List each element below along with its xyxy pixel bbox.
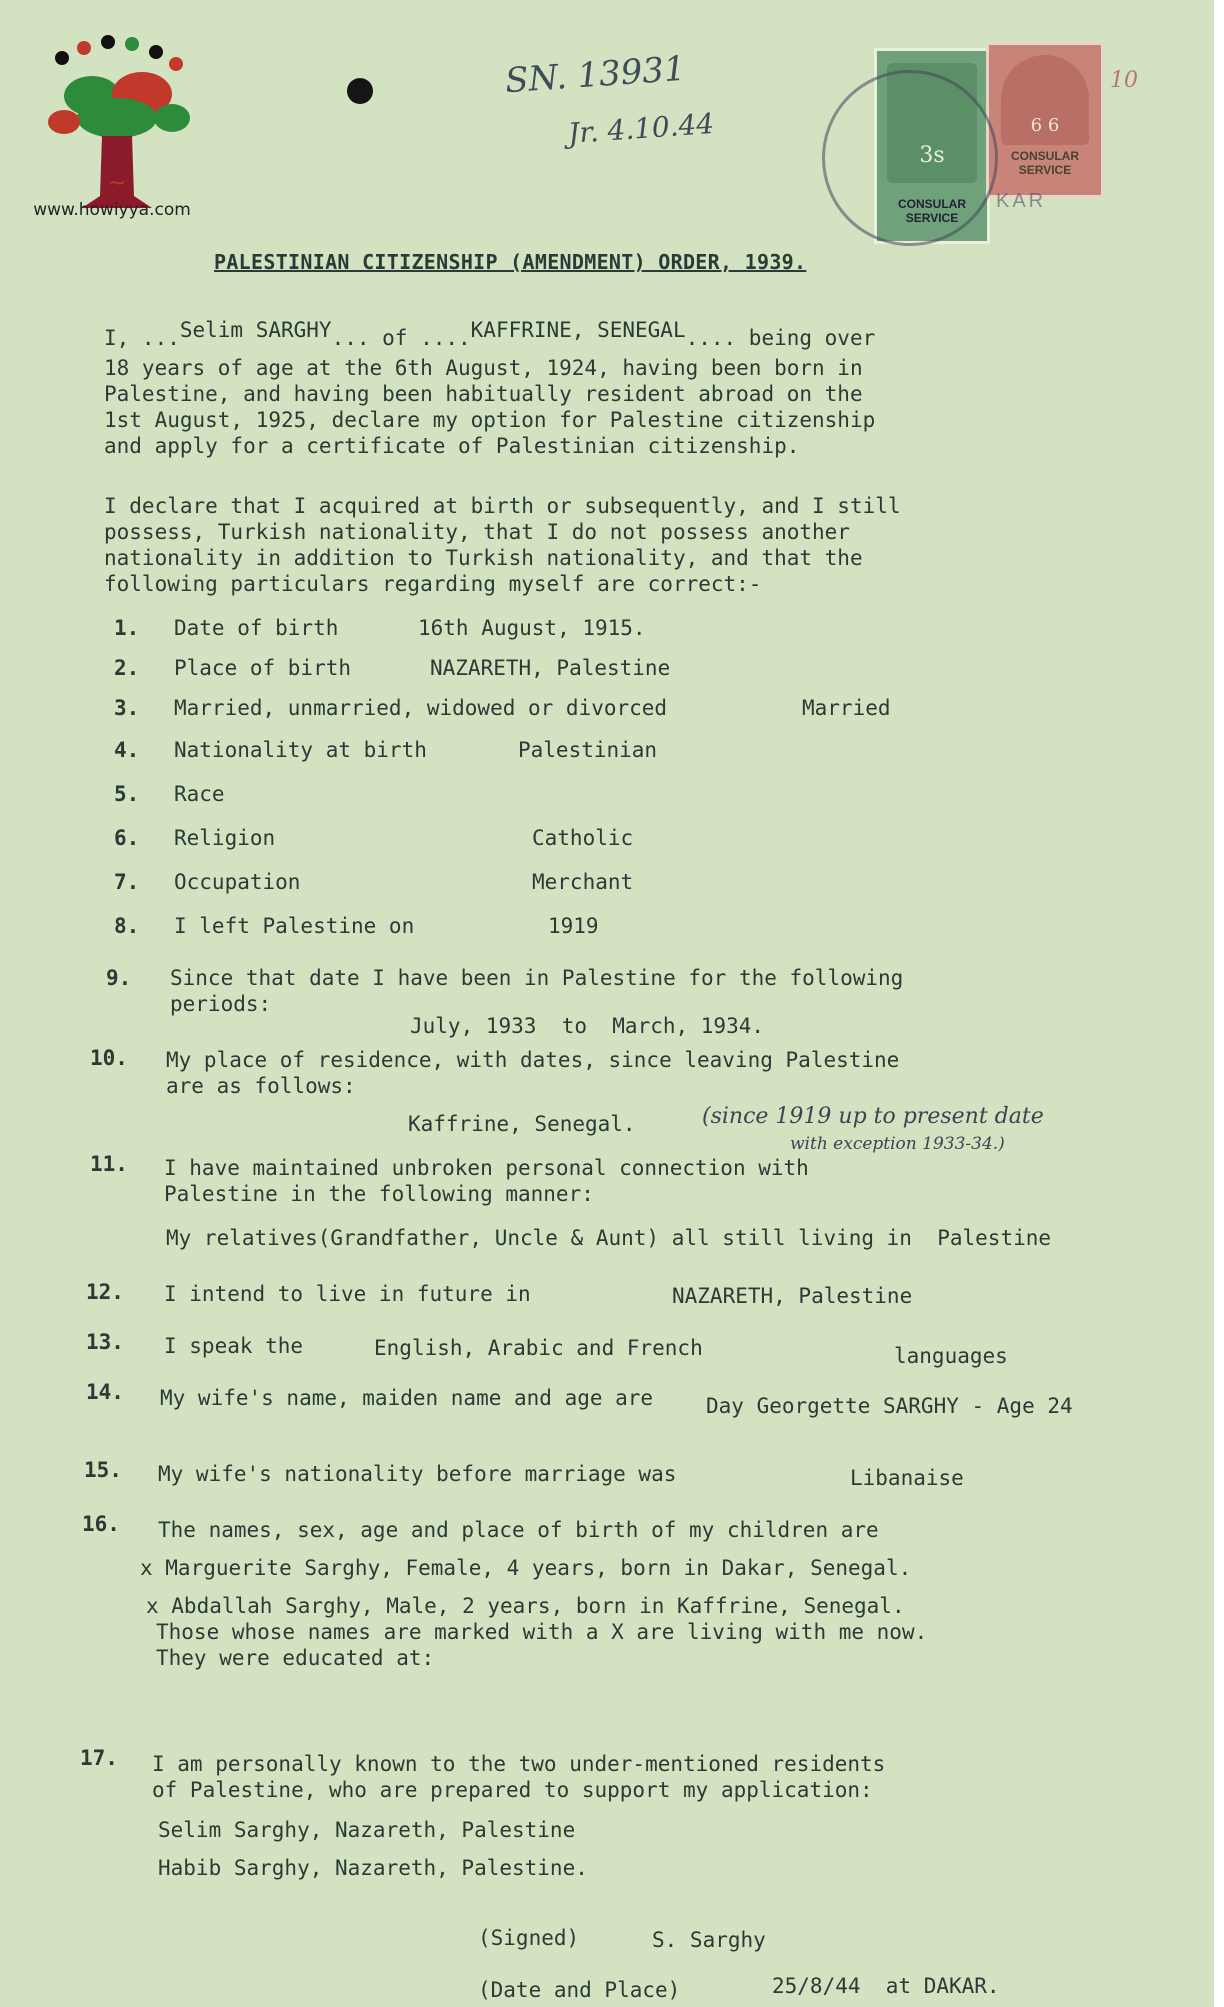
item-value: English, Arabic and French [374, 1336, 703, 1360]
intro-line-4: 1st August, 1925, declare my option for Palestine citizenship [104, 408, 876, 432]
item-number: 10. [90, 1046, 128, 1070]
item-note: They were educated at: [156, 1646, 435, 1670]
item-number: 6. [114, 826, 140, 850]
date-place-label: (Date and Place) [478, 1978, 681, 2002]
item-value: July, 1933 to March, 1934. [410, 1014, 765, 1038]
logo-figure [101, 35, 115, 49]
item-value: Libanaise [850, 1466, 964, 1490]
handwritten-stamp-mark: 10 [1110, 68, 1138, 93]
item-value: My relatives(Grandfather, Uncle & Aunt) all still living in Palestine [166, 1226, 1052, 1250]
item-value: Palestinian [518, 738, 658, 762]
declaration-line: nationality in addition to Turkish nationality, and that the [104, 546, 863, 570]
intro-line-1: I, ...Selim SARGHY... of ....KAFFRINE, SENEGAL.... being over [104, 318, 876, 350]
handwritten-note: (since 1919 up to present date [702, 1104, 1044, 1129]
item-suffix: languages [894, 1344, 1008, 1368]
logo-url: www.howiyya.com [33, 200, 191, 220]
stamp-label: CONSULAR SERVICE [898, 197, 966, 225]
item-value: Kaffrine, Senegal. [408, 1112, 636, 1136]
handwritten-note: with exception 1933-34.) [790, 1134, 1005, 1154]
punch-hole [347, 78, 373, 104]
item-label: My place of residence, with dates, since leaving Palestine [166, 1048, 900, 1072]
item-label: Religion [174, 826, 276, 850]
stamp-label: CONSULAR SERVICE [1011, 149, 1079, 177]
item-number: 2. [114, 656, 140, 680]
item-label: Place of birth [174, 656, 352, 680]
item-number: 17. [80, 1746, 118, 1770]
signature-label: (Signed) [478, 1926, 580, 1950]
child-entry: x Marguerite Sarghy, Female, 4 years, born in Dakar, Senegal. [140, 1556, 912, 1580]
logo-figure [125, 37, 139, 51]
item-number: 1. [114, 616, 140, 640]
item-value: 16th August, 1915. [418, 616, 646, 640]
item-number: 9. [106, 966, 132, 990]
referee-entry: Selim Sarghy, Nazareth, Palestine [158, 1818, 576, 1842]
item-number: 14. [86, 1380, 124, 1404]
item-label: Palestine in the following manner: [164, 1182, 594, 1206]
item-label: periods: [170, 992, 272, 1016]
intro-line-2: 18 years of age at the 6th August, 1924, having been born in [104, 356, 863, 380]
item-value: NAZARETH, Palestine [430, 656, 671, 680]
postmark-cancel [822, 70, 998, 246]
item-number: 15. [84, 1458, 122, 1482]
referee-entry: Habib Sarghy, Nazareth, Palestine. [158, 1856, 588, 1880]
item-label: My wife's nationality before marriage was [158, 1462, 677, 1486]
item-number: 8. [114, 914, 140, 938]
handwritten-date: Jr. 4.10.44 [567, 106, 716, 151]
item-label: I left Palestine on [174, 914, 415, 938]
item-label: I speak the [164, 1334, 304, 1358]
item-number: 11. [90, 1152, 128, 1176]
item-label: Nationality at birth [174, 738, 427, 762]
item-note: Those whose names are marked with a X are living with me now. [156, 1620, 928, 1644]
item-label: I have maintained unbroken personal connection with [164, 1156, 809, 1180]
intro-line-5: and apply for a certificate of Palestinian citizenship. [104, 434, 800, 458]
item-number: 5. [114, 782, 140, 806]
logo-figure [55, 51, 69, 65]
item-value: Catholic [532, 826, 634, 850]
declaration-line: possess, Turkish nationality, that I do not possess another [104, 520, 850, 544]
date-place-value: 25/8/44 at DAKAR. [772, 1974, 1000, 1998]
postmark-text: KAR [996, 190, 1047, 212]
item-number: 13. [86, 1330, 124, 1354]
item-label: Date of birth [174, 616, 339, 640]
handwritten-reference: SN. 13931 [503, 48, 687, 102]
logo-arabic-mark: ~ [107, 171, 127, 196]
logo-canopy [77, 98, 157, 138]
red-consular-stamp [986, 42, 1104, 198]
item-label: of Palestine, who are prepared to support my application: [152, 1778, 873, 1802]
item-value: 1919 [548, 914, 599, 938]
howiyya-logo [22, 26, 212, 226]
item-label: The names, sex, age and place of birth of my children are [158, 1518, 879, 1542]
item-label: Since that date I have been in Palestine for the following [170, 966, 904, 990]
item-number: 16. [82, 1512, 120, 1536]
item-label: are as follows: [166, 1074, 356, 1098]
item-value: Day Georgette SARGHY - Age 24 [706, 1394, 1073, 1418]
child-entry: x Abdallah Sarghy, Male, 2 years, born in Kaffrine, Senegal. [146, 1594, 905, 1618]
stamp-value: 3s [919, 143, 945, 168]
item-number: 12. [86, 1280, 124, 1304]
stamp-value: 6 6 [1030, 115, 1060, 136]
item-value: Merchant [532, 870, 634, 894]
logo-canopy [48, 110, 80, 134]
intro-line-3: Palestine, and having been habitually resident abroad on the [104, 382, 863, 406]
item-label: Occupation [174, 870, 301, 894]
logo-figure [169, 57, 183, 71]
document-title: PALESTINIAN CITIZENSHIP (AMENDMENT) ORDER, 1939. [214, 250, 807, 274]
item-number: 4. [114, 738, 140, 762]
declaration-line: following particulars regarding myself are correct:- [104, 572, 762, 596]
logo-figure [149, 45, 163, 59]
item-value: NAZARETH, Palestine [672, 1284, 913, 1308]
item-value: Married [802, 696, 891, 720]
item-number: 3. [114, 696, 140, 720]
signature-value: S. Sarghy [652, 1928, 766, 1952]
item-label: Race [174, 782, 225, 806]
logo-canopy [154, 104, 190, 132]
item-label: Married, unmarried, widowed or divorced [174, 696, 668, 720]
item-number: 7. [114, 870, 140, 894]
logo-figure [77, 41, 91, 55]
item-label: My wife's name, maiden name and age are [160, 1386, 654, 1410]
declaration-line: I declare that I acquired at birth or subsequently, and I still [104, 494, 901, 518]
item-label: I intend to live in future in [164, 1282, 531, 1306]
item-label: I am personally known to the two under-mentioned residents [152, 1752, 886, 1776]
